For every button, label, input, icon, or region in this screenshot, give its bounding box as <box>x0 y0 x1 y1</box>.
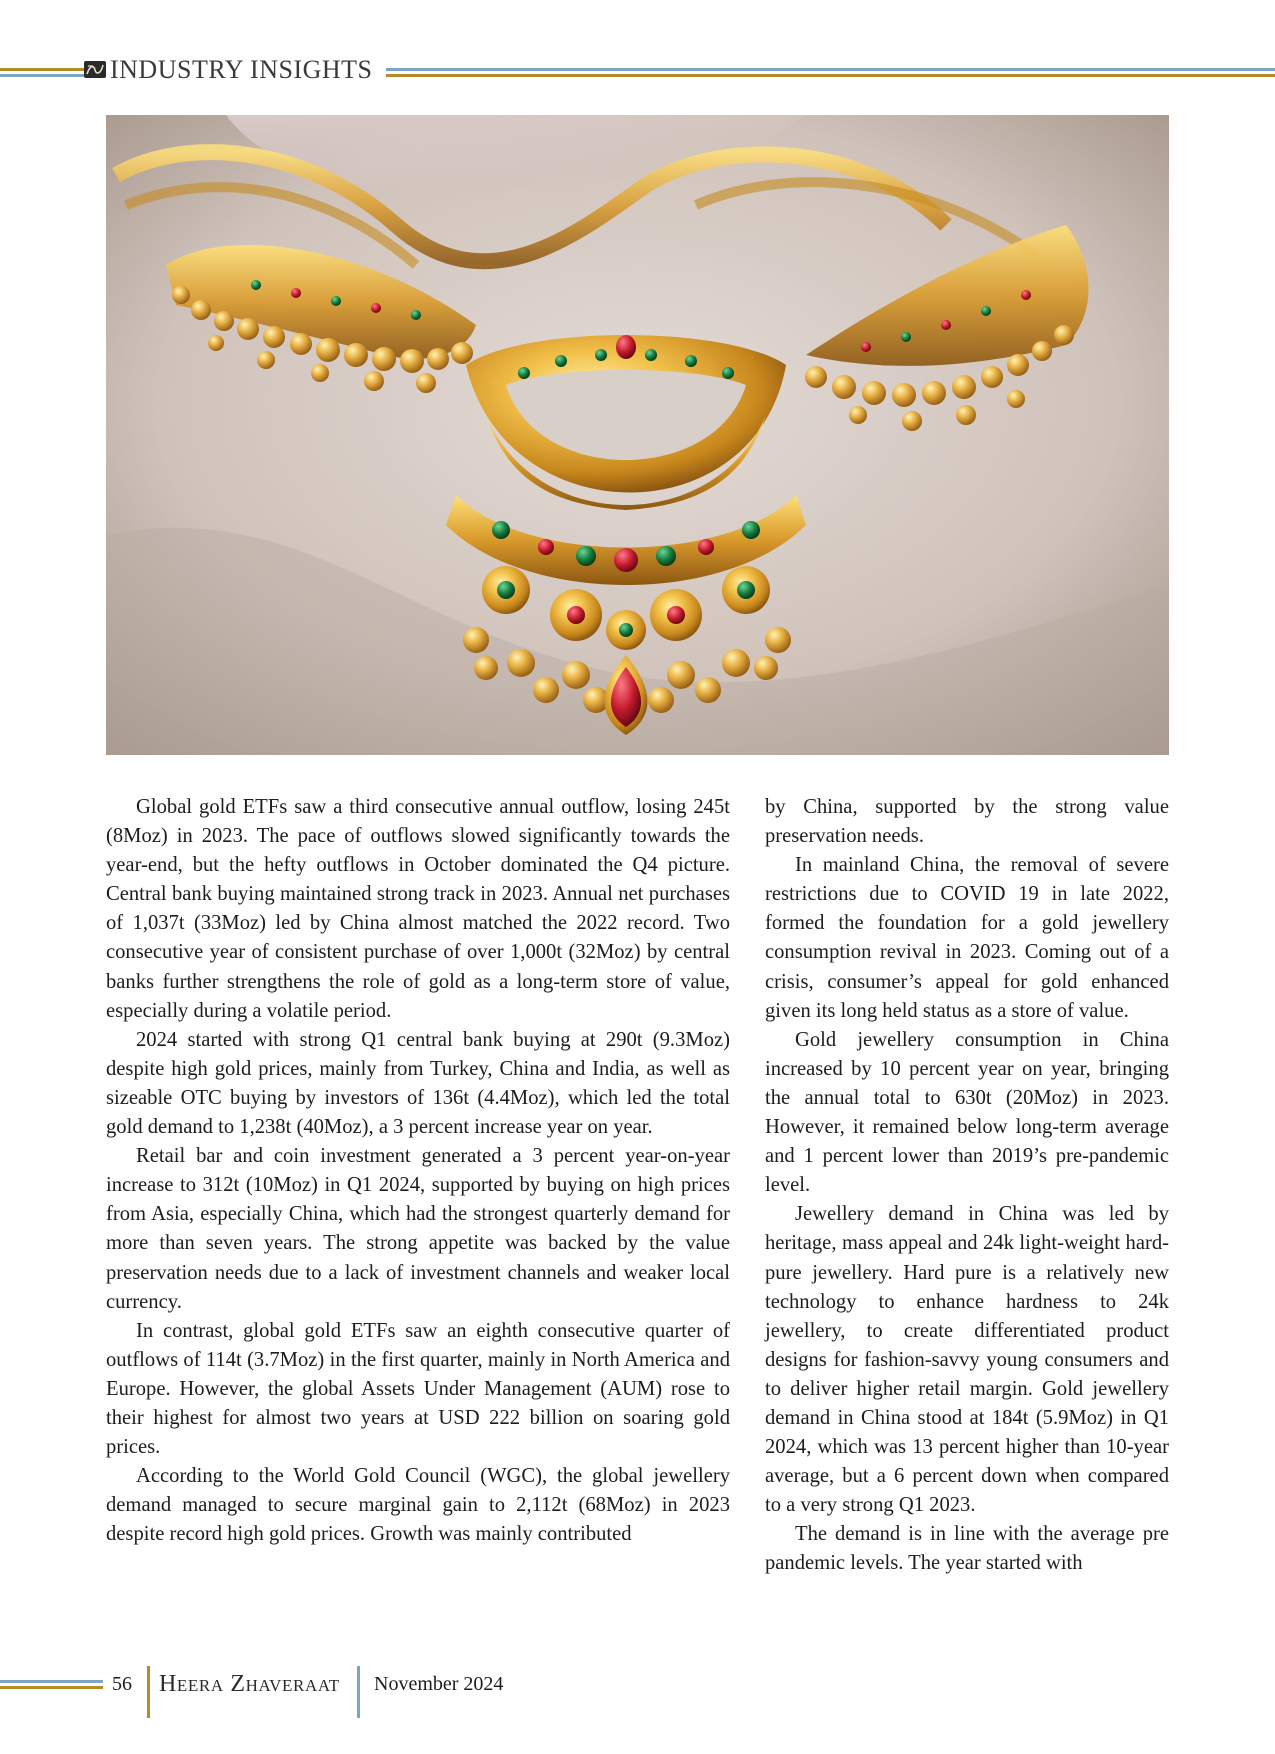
footer-rule-blue <box>0 1680 103 1683</box>
paragraph: According to the World Gold Council (WGC), the global jewellery demand managed to secure marginal gain to 2,112t (68Moz) in 2023 despite record high gold prices. Growth was mainly contributed <box>106 1465 730 1546</box>
section-title: INDUSTRY INSIGHTS <box>110 55 373 84</box>
header-rule-blue-left <box>0 74 84 77</box>
paragraph: In contrast, global gold ETFs saw an eighth consecutive quarter of outflows of 114t (3.7Moz) in the first quarter, mainly in North America and Europe. However, the global Assets Under Management (AUM) rose to their highest for almost two years at USD 222 billion on soaring gold prices. <box>106 1319 730 1459</box>
paragraph: Global gold ETFs saw a third consecutive annual outflow, losing 245t (8Moz) in 2023. The pace of outflows slowed significantly towards the year-end, but the hefty outflows in October dominated the Q4 picture. Central bank buying maintained strong track in 2023. Annual net purchases of 1,037t (33Moz) led by China almost matched the 2022 record. Two consecutive year of consistent purchase of over 1,000t (32Moz) by central banks further strengthens the role of gold as a long-term store of value, especially during a volatile period. <box>106 796 730 1022</box>
header-rule-blue-right <box>386 68 1275 71</box>
paragraph-continuation: by China, supported by the strong value preservation needs. <box>765 796 1169 848</box>
article-left-column <box>106 793 730 1549</box>
paragraph: Retail bar and coin investment generated a 3 percent year-on-year increase to 312t (10Moz) in Q1 2024, supported by buying on high prices from Asia, especially China, which had the strongest quarterly demand for more than seven years. The strong appetite was backed by the value preservation needs due to a lack of investment channels and weaker local currency. <box>106 1145 730 1313</box>
paragraph: In mainland China, the removal of severe restrictions due to COVID 19 in late 2022, formed the foundation for a gold jewellery consumption revival in 2023. Coming out of a crisis, consumer’s appeal for gold enhanced given its long held status as a store of value. <box>765 854 1169 1022</box>
article-right-column <box>765 793 1169 1579</box>
header-rule-gold-right <box>386 74 1275 77</box>
paragraph: Gold jewellery consumption in China increased by 10 percent year on year, bringing the annual total to 630t (20Moz) in 2023. However, it remained below long-term average and 1 percent lower than 2019’s pre-pandemic level. <box>765 1028 1169 1197</box>
paragraph: Jewellery demand in China was led by heritage, mass appeal and 24k light-weight hard-pure jewellery. Hard pure is a relatively new technology to enhance hardness to 24k jewellery, to create differentiated product designs for fashion-savvy young consumers and to deliver higher retail margin. Gold jewellery demand in China stood at 184t (5.9Moz) in Q1 2024, which was 13 percent higher than 10-year average, but a 6 percent down when compared to a very strong Q1 2023. <box>765 1203 1169 1517</box>
gold-jewellery-photo <box>106 115 1169 755</box>
paragraph: The demand is in line with the average pre pandemic levels. The year started with <box>765 1523 1169 1575</box>
footer-divider <box>357 1666 360 1718</box>
header-rule-gold-left <box>0 68 84 71</box>
issue-date: November 2024 <box>374 1673 504 1695</box>
footer-divider <box>147 1666 150 1718</box>
paragraph: 2024 started with strong Q1 central bank buying at 290t (9.3Moz) despite high gold prices, mainly from Turkey, China and India, as well as sizeable OTC buying by investors of 136t (4.4Moz), which led the total gold demand to 1,238t (40Moz), a 3 percent increase year on year. <box>106 1028 730 1139</box>
magazine-name: Heera Zhaveraat <box>159 1671 340 1697</box>
page-number: 56 <box>112 1673 132 1695</box>
magazine-logo-icon <box>84 61 106 78</box>
footer-rule-gold <box>0 1686 103 1689</box>
